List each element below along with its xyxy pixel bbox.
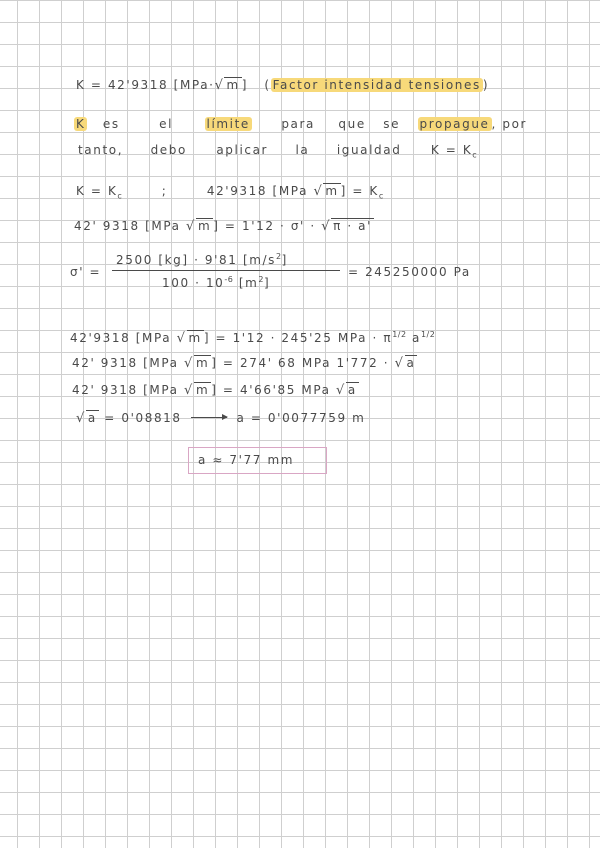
sigma-label: σ' = (70, 265, 102, 279)
substitution-line: 42'9318 [MPa √ m ] = 1'12 · 245'25 MPa · $\pi^{1/2}$ $a^{1/2}$ (70, 330, 436, 346)
sigma-denominator: $100 \cdot 10^{-6}$ $[m^2]$ (162, 275, 271, 290)
apply-equality-line: tanto, debo aplicar la igualdad $K = K_c$ (78, 143, 478, 160)
fraction-bar (112, 270, 340, 271)
highlight-factor-label: Factor intensidad tensiones (272, 78, 481, 92)
equality-line: $K = K_c$ ; 42'9318 [MPa √ m ] = $K_c$ (76, 184, 384, 201)
simplification-line-1: 42' 9318 [MPa √ m ] = 274' 68 MPa 1'772 · √ a (72, 356, 416, 371)
simplification-line-2: 42' 9318 [MPa √ m ] = 4'66'85 MPa √ a (72, 383, 357, 398)
limit-sentence-line: K es el límite para que se propague , por (76, 117, 528, 131)
k-value-text: K = 42'9318 [MPa· (76, 78, 215, 92)
highlight-k: K (76, 117, 86, 131)
arrow-icon (191, 417, 227, 418)
k-formula-line: 42' 9318 [MPa √ m ] = 1'12 · σ' · √ π · a' (74, 219, 373, 234)
stress-intensity-line: K = 42'9318 [MPa·√ m ] ( Factor intensidad tensiones ) (76, 78, 490, 93)
final-result: a ≈ 7'77 mm (198, 453, 295, 467)
highlight-propague: propague (419, 117, 490, 131)
sqrt-a-line: √ a = 0'08818 a = 0'0077759 m (76, 411, 366, 426)
sigma-result: = 245250000 Pa (348, 265, 471, 279)
sigma-numerator: 2500 [kg] · 9'81 $[m/s^2]$ (116, 252, 288, 267)
highlight-limite: límite (206, 117, 250, 131)
sqrt-m: m (226, 78, 240, 92)
